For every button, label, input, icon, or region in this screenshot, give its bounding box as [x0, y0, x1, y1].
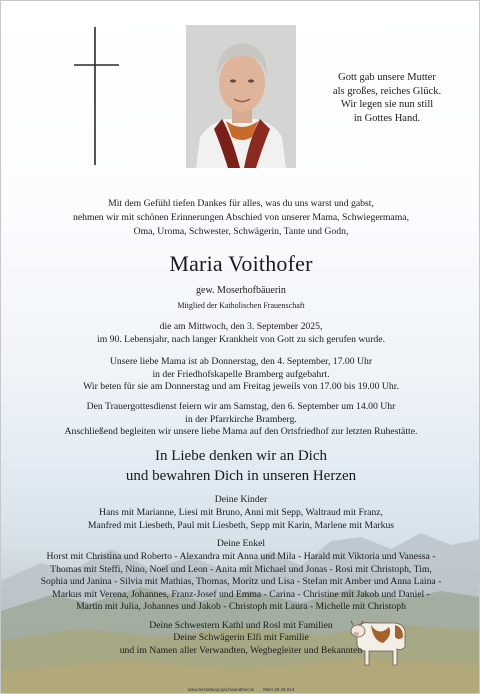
house-name: gew. Moserhofbäuerin	[196, 285, 286, 296]
viewing-line: Unsere liebe Mama ist ab Donnerstag, den 4. September, 17.00 Uhr	[109, 356, 373, 367]
footer-website: www.bestattung-gschwandtner.at	[187, 687, 254, 692]
closing-line: Deine Schwägerin Elfi mit Familie	[173, 632, 309, 644]
grandchildren-line: Martin mit Julia, Johannes und Jakob - Christoph mit Laura - Michelle mit Christoph	[76, 601, 406, 613]
cross-icon	[73, 25, 121, 167]
portrait-photo	[186, 25, 296, 168]
closing-line: Deine Schwestern Kathl und Rosl mit Familien	[149, 620, 333, 631]
viewing-line: in der Friedhofskapelle Bramberg aufgebahrt.	[152, 368, 330, 380]
footer	[1, 687, 480, 692]
viewing-info	[1, 356, 480, 394]
funeral-line: Den Trauergottesdienst feiern wir am Samstag, den 6. September um 14.00 Uhr	[86, 401, 396, 412]
grandchildren-line: Thomas mit Steffi, Nino, Noel und Leon - Anita mit Michael und Jonas - Rosi mit Christoph, Tim,	[50, 563, 432, 575]
death-line: im 90. Lebensjahr, nach langer Krankheit von Gott zu sich gerufen wurde.	[97, 333, 385, 345]
intro-line: Oma, Uroma, Schwester, Schwägerin, Tante und Godn,	[133, 226, 349, 238]
intro-text	[1, 197, 480, 240]
funeral-info	[1, 401, 480, 439]
quote-line: In Liebe denken wir an Dich	[154, 448, 328, 464]
children-list	[1, 507, 480, 532]
poem-line: als großes, reiches Glück.	[332, 85, 442, 97]
children-heading: Deine Kinder	[214, 494, 268, 505]
poem	[317, 71, 457, 125]
grandchildren-line: Sophia und Janina - Silvia mit Mathias, Thomas, Moritz und Lisa - Stefan mit Amber und Anna Laina -	[40, 576, 442, 588]
death-notice	[1, 321, 480, 346]
memorial-quote	[1, 447, 480, 486]
portrait-image	[186, 25, 296, 168]
quote-line: und bewahren Dich in unseren Herzen	[125, 467, 357, 484]
children-line: Manfred mit Liesbeth, Paul mit Liesbeth, Sepp mit Karin, Marlene mit Markus	[87, 519, 395, 531]
intro-line: Mit dem Gefühl tiefen Dankes für alles, was du uns warst und gabst,	[108, 198, 374, 209]
deceased-name: Maria Voithofer	[169, 251, 313, 276]
grandchildren-line: Horst mit Christina und Roberto - Alexandra mit Anna und Mila - Harald mit Viktoria und Vanessa -	[46, 551, 436, 562]
closing-list	[1, 620, 480, 657]
closing-line: und im Namen aller Verwandten, Wegbegleiter und Bekannten	[119, 644, 363, 656]
footer-phone: 0664 28 28 013	[263, 687, 295, 692]
membership: Mitglied der Katholischen Frauenschaft	[177, 301, 305, 310]
viewing-line: Wir beten für sie am Donnerstag und am Freitag jeweils von 17.00 bis 19.00 Uhr.	[83, 381, 399, 392]
funeral-line: in der Pfarrkirche Bramberg.	[185, 413, 297, 425]
grandchildren-list	[1, 551, 480, 614]
poem-line: in Gottes Hand.	[353, 112, 421, 124]
poem-line: Gott gab unsere Mutter	[338, 72, 436, 83]
grandchildren-heading: Deine Enkel	[216, 538, 266, 549]
poem-line: Wir legen sie nun still	[340, 99, 434, 110]
intro-line: nehmen wir mit schönen Erinnerungen Abschied von unserer Mama, Schwiegermama,	[72, 212, 409, 224]
death-line: die am Mittwoch, den 3. September 2025,	[159, 321, 323, 332]
grandchildren-line: Markus mit Verena, Johannes, Franz-Josef und Emma - Carina - Christine mit Jakob und Daniel -	[52, 588, 430, 600]
children-line: Hans mit Marianne, Liesi mit Bruno, Anni mit Sepp, Waltraud mit Franz,	[99, 507, 383, 518]
funeral-line: Anschließend begleiten wir unsere liebe Mama auf den Ortsfriedhof zur letzten Ruhestätte.	[64, 426, 418, 437]
